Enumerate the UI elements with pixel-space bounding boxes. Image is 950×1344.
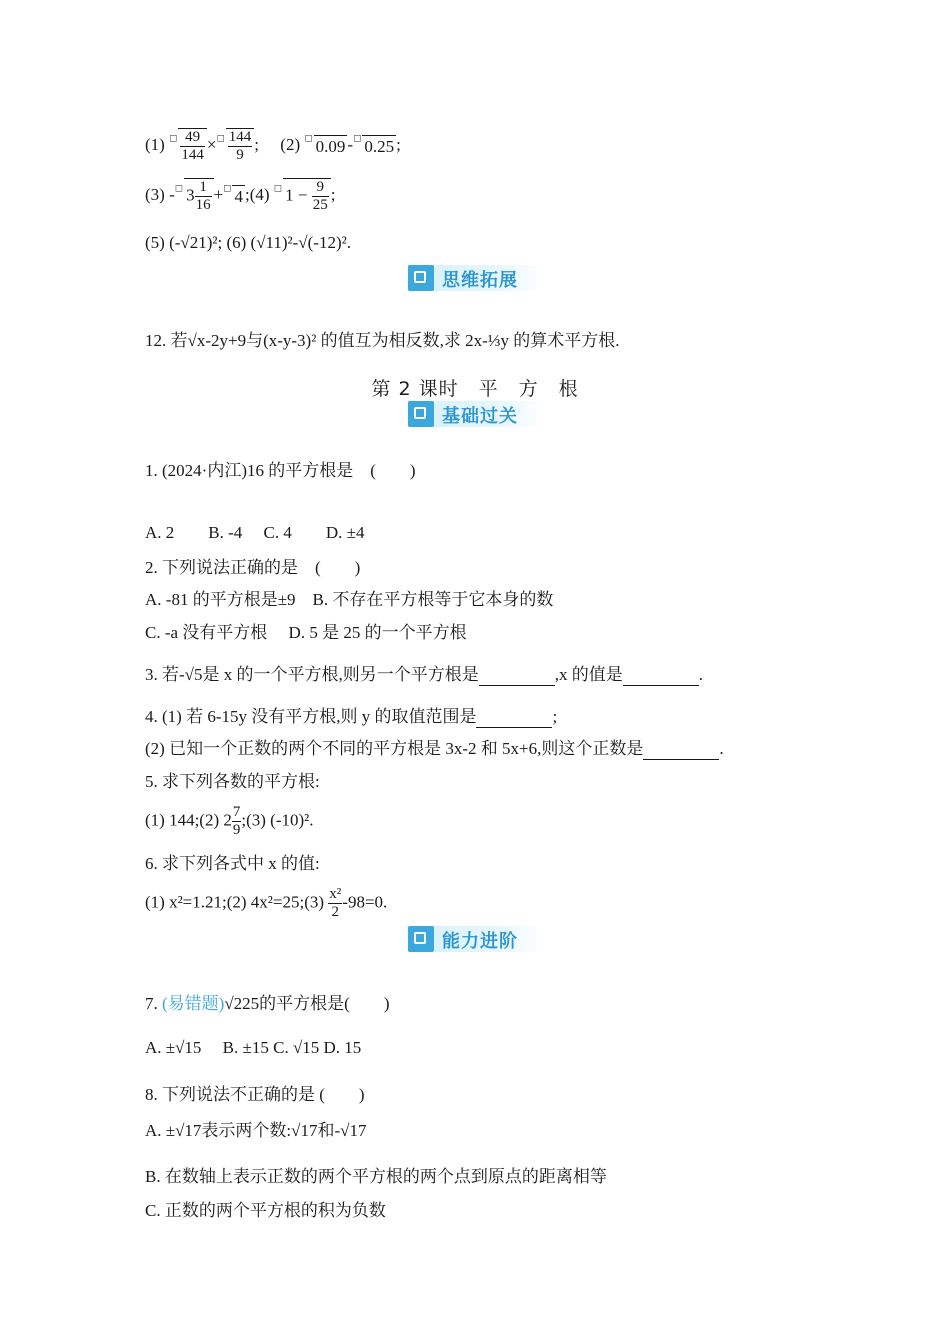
question-12: 12. 若√x-2y+9与(x-y-3)² 的值互为相反数,求 2x-⅓y 的算术平方根.: [145, 331, 620, 350]
frac-den: 144: [181, 147, 204, 163]
frac-num: 7: [232, 804, 241, 820]
q6-text-2: -98=0.: [342, 892, 388, 912]
question-3: 3. 若-√5是 x 的一个平方根,则另一个平方根是 ,x 的值是 .: [145, 665, 703, 684]
error-prone-tag: (易错题): [162, 994, 225, 1013]
question-6-items: [145, 886, 387, 921]
question-2: 2. 下列说法正确的是 ( ): [145, 558, 361, 577]
question-4-1: 4. (1) 若 6-15y 没有平方根,则 y 的取值范围是 ;: [145, 707, 558, 726]
sqrt-1: [178, 128, 207, 164]
label-4: (4): [249, 184, 270, 204]
frac-num: x²: [329, 886, 342, 902]
frac-den: 16: [195, 197, 211, 213]
question-2-options-b: C. -a 没有平方根 D. 5 是 25 的一个平方根: [145, 623, 467, 642]
exercise-row-3: (5) (-√21)²; (6) (√11)²-√(-12)².: [145, 233, 351, 252]
answer-blank[interactable]: [476, 711, 552, 728]
frac-den: 9: [236, 147, 244, 163]
frac-num: 9: [312, 179, 329, 197]
question-8: 8. 下列说法不正确的是 ( ): [145, 1085, 365, 1104]
section-title: 第 2 课时 平 方 根: [371, 378, 579, 400]
question-8-option-c: C. 正数的两个平方根的积为负数: [145, 1201, 386, 1220]
frac-num: 144: [228, 129, 252, 145]
banner-basic: [408, 401, 542, 427]
q6-text: (1) x²=1.21;(2) 4x²=25;(3): [145, 892, 325, 912]
question-2-options-a: A. -81 的平方根是±9 B. 不存在平方根等于它本身的数: [145, 590, 554, 609]
frac-den: 9: [232, 822, 241, 838]
label-2: (2): [280, 134, 301, 154]
q4-text: 4. (1) 若 6-15y 没有平方根,则 y 的取值范围是: [145, 707, 477, 726]
q3-text: 3. 若-√5是 x 的一个平方根,则另一个平方根是: [145, 665, 479, 684]
question-5-items: [145, 804, 314, 839]
exercise-row-2: (3) -◻ 3 $\frac{1}{16}$ +◻ 4 ;(4) ◻ 1 − $\frac{9}{25}$ ;: [145, 179, 336, 213]
edit-icon: [408, 926, 434, 952]
question-1: 1. (2024·内江)16 的平方根是 ( ): [145, 461, 416, 480]
sqrt-2: [226, 128, 255, 164]
q7-text: √225的平方根是( ): [224, 994, 390, 1013]
question-1-options: A. 2 B. -4 C. 4 D. ±4: [145, 523, 365, 542]
q4-text-2: (2) 已知一个正数的两个不同的平方根是 3x-2 和 5x+6,则这个正数是: [145, 739, 644, 758]
answer-blank[interactable]: [623, 669, 699, 686]
question-4-2: (2) 已知一个正数的两个不同的平方根是 3x-2 和 5x+6,则这个正数是 .: [145, 739, 724, 758]
answer-blank[interactable]: [643, 743, 719, 760]
banner-label: 思维拓展: [442, 270, 518, 291]
frac-den: 2: [331, 904, 340, 920]
banner-label: 能力进阶: [442, 931, 518, 952]
label-3: (3): [145, 184, 165, 204]
label-1: (1): [145, 134, 165, 154]
checkbox-icon: [408, 401, 434, 427]
question-6: 6. 求下列各式中 x 的值:: [145, 854, 320, 873]
banner-advanced: [408, 926, 542, 952]
banner-thinking: [408, 265, 542, 291]
q5-text: (1) 144;(2) 2: [145, 810, 232, 830]
answer-blank[interactable]: [479, 669, 555, 686]
frac-den: 25: [312, 197, 328, 213]
question-8-option-a: A. ±√17表示两个数:√17和-√17: [145, 1121, 367, 1140]
q7-num: 7.: [145, 994, 158, 1013]
question-7: [145, 993, 389, 1015]
pencil-icon: [408, 265, 434, 291]
banner-label: 基础过关: [442, 406, 518, 427]
frac-num: 1: [195, 179, 212, 197]
question-8-option-b: B. 在数轴上表示正数的两个平方根的两个点到原点的距离相等: [145, 1167, 607, 1186]
question-5: 5. 求下列各数的平方根:: [145, 772, 320, 791]
frac-num: 49: [180, 129, 205, 147]
question-7-options: A. ±√15 B. ±15 C. √15 D. 15: [145, 1038, 362, 1057]
q3-text-2: ,x 的值是: [554, 665, 623, 684]
q5-text-2: ;(3) (-10)².: [241, 810, 314, 830]
exercise-row-1: (1) ◻ $\frac{49}{144}$ ×◻ $\frac{144}{9}$ ; (2) ◻ 0.09 -◻ 0.25 ;: [145, 129, 401, 163]
